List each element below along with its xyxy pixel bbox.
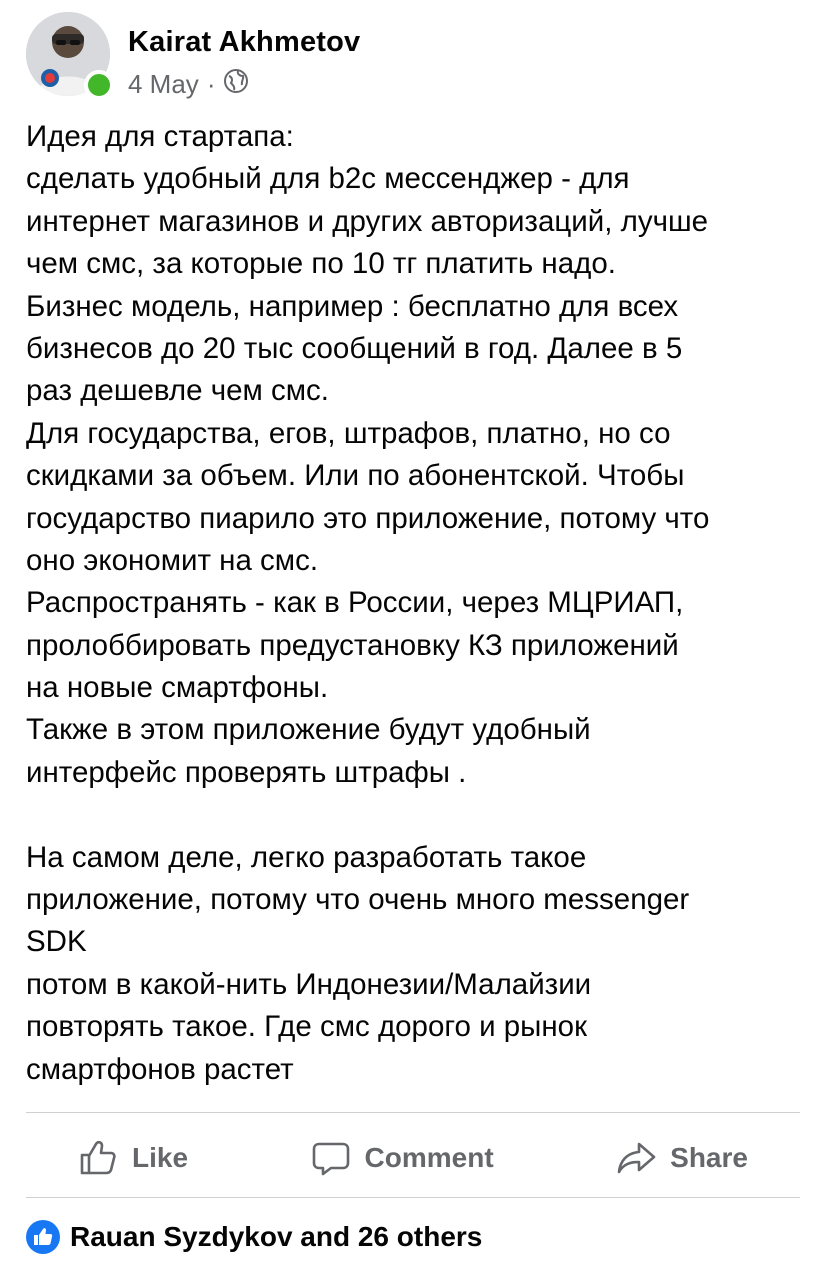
author-name[interactable]: Kairat Akhmetov [128, 26, 361, 58]
divider-top [26, 1112, 800, 1113]
reactions-summary[interactable] [26, 1220, 482, 1254]
share-label: Share [670, 1142, 748, 1173]
post-text-line: повторять такое. Где смс дорого и рынок [26, 1010, 587, 1044]
online-status-dot [84, 70, 114, 100]
globe-icon[interactable] [223, 68, 249, 101]
share-button[interactable] [564, 1138, 800, 1178]
post-text-line: Идея для стартапа: [26, 120, 294, 153]
post-text-line [26, 794, 806, 836]
reactions-text: Rauan Syzdykov and 26 others [70, 1221, 483, 1252]
divider-bottom [26, 1197, 800, 1198]
post-text-line: приложение, потому что очень много messenger [26, 883, 690, 917]
post-meta [128, 68, 249, 101]
post-text-line: пролоббировать предустановку КЗ приложений [26, 628, 679, 662]
post-text-line: смартфонов растет [26, 1052, 294, 1086]
post-date[interactable]: 4 May [128, 69, 199, 99]
post-text-line: скидками за объем. Или по абонентской. Чтобы [26, 459, 685, 493]
meta-separator: · [206, 69, 216, 99]
post-text-line: интернет магазинов и других авторизаций, лучше [26, 204, 709, 238]
share-arrow-icon [616, 1138, 656, 1178]
post-text-line: Распространять - как в России, через МЦРИАП, [26, 586, 684, 620]
post-text-line: потом в какой-нить Индонезии/Малайзии [26, 967, 592, 1001]
post-text-line: SDK [26, 925, 87, 959]
post-text-line: на новые смартфоны. [26, 671, 329, 705]
post-text-line: Для государства, егов, штрафов, платно, но со [26, 416, 671, 450]
post-text-line: чем смс, за которые по 10 тг платить надо. [26, 247, 616, 281]
post-text-line: оно экономит на смс. [26, 543, 319, 577]
thumbs-up-icon [78, 1138, 118, 1178]
comment-button[interactable] [259, 1138, 546, 1178]
like-button[interactable] [26, 1138, 240, 1178]
action-bar [26, 1118, 800, 1198]
post-header [26, 12, 806, 102]
post-body [26, 116, 806, 1091]
post-text-line: государство пиарило это приложение, потому что [26, 501, 710, 535]
post-text-line: раз дешевле чем смс. [26, 374, 329, 408]
post-text-line: На самом деле, легко разработать такое [26, 840, 587, 874]
like-reaction-icon [26, 1220, 60, 1254]
post-text-line: Бизнес модель, например : бесплатно для всех [26, 289, 679, 323]
like-label: Like [132, 1142, 189, 1173]
post-text-line: сделать удобный для b2c мессенджер - для [26, 162, 630, 196]
post-text-line: интерфейс проверять штрафы . [26, 755, 467, 789]
comment-label: Comment [364, 1142, 494, 1173]
comment-icon [311, 1138, 351, 1178]
post-text-line: бизнесов до 20 тыс сообщений в год. Далее в 5 [26, 331, 683, 365]
post-text-line: Также в этом приложение будут удобный [26, 713, 591, 747]
